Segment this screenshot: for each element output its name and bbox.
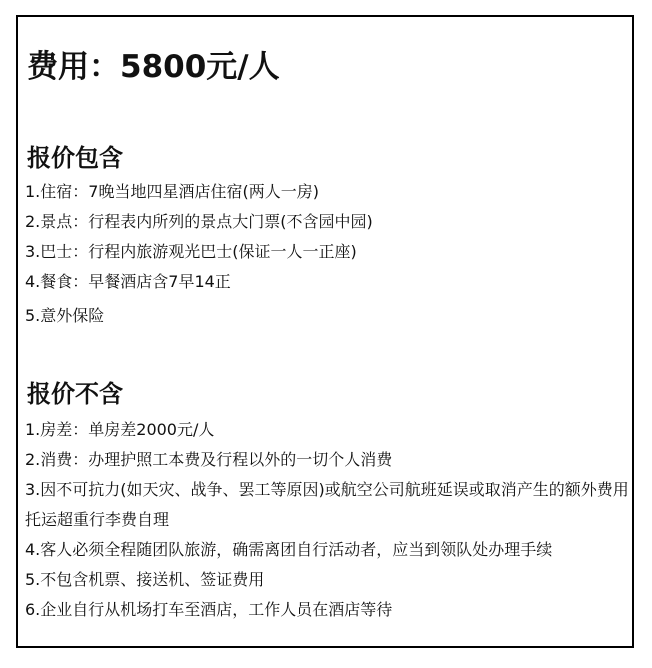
included-item: 3.巴士：行程内旅游观光巴士(保证一人一正座)	[25, 242, 357, 261]
included-list	[25, 177, 631, 331]
excluded-item: 4.客人必须全程随团队旅游，确需离团自行活动者，应当到领队处办理手续	[25, 540, 553, 559]
included-title: 报价包含	[27, 144, 123, 172]
included-item: 4.餐食：早餐酒店含7早14正	[25, 272, 231, 291]
included-item: 5.意外保险	[25, 306, 105, 325]
excluded-title: 报价不含	[27, 380, 123, 408]
included-item: 2.景点：行程表内所列的景点大门票(不含园中园)	[25, 212, 373, 231]
excluded-item: 1.房差：单房差2000元/人	[25, 420, 215, 439]
price-heading: 费用：5800元/人	[27, 49, 280, 85]
included-item: 1.住宿：7晚当地四星酒店住宿(两人一房)	[25, 182, 319, 201]
excluded-item: 5.不包含机票、接送机、签证费用	[25, 570, 265, 589]
excluded-item: 6.企业自行从机场打车至酒店，工作人员在酒店等待	[25, 600, 393, 619]
quote-panel	[16, 15, 634, 648]
excluded-list	[25, 415, 631, 625]
excluded-item: 3.因不可抗力(如天灾、战争、罢工等原因)或航空公司航班延误或取消产生的额外费用托运超重行李费自理	[25, 480, 629, 529]
excluded-item: 2.消费：办理护照工本费及行程以外的一切个人消费	[25, 450, 393, 469]
